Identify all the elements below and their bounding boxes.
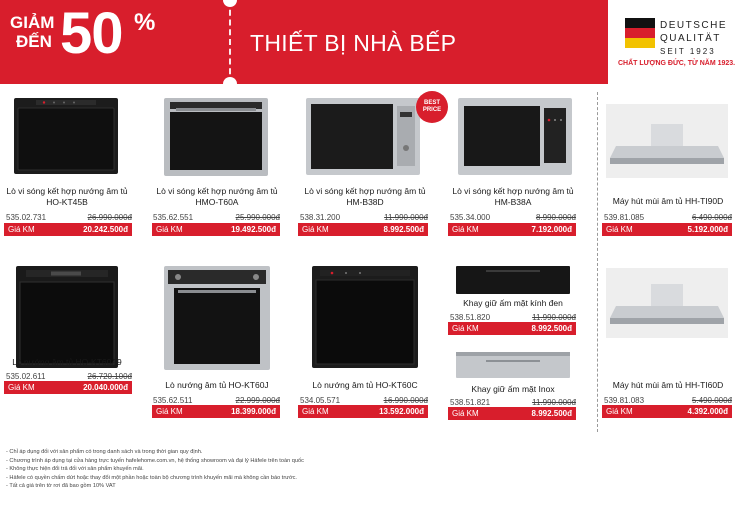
badge-line-1: BEST [423,100,440,106]
black-warming-drawer-icon [456,266,570,294]
promo-label: Giá KM [156,225,183,234]
old-price: 26.720.100đ [87,372,132,381]
promo-price-bar [602,405,732,418]
product-name: Lò vi sóng kết hợp nướng âm tủ HO-KT45B [6,186,128,207]
column-divider [597,92,598,432]
promo-price-bar [298,223,428,236]
badge-line-2: PRICE [422,107,442,113]
product-code: 535.02.731 [6,213,47,222]
product-name: Khay giữ ấm mặt kính đen [463,298,563,308]
product-name: Lò nướng âm tủ HO-KT60J [165,380,269,390]
steel-microwave-icon [306,98,420,175]
promo-label: Giá KM [302,407,329,416]
product-name: Lò nướng âm tủ HO-KT60C [312,380,418,390]
product-code: 535.62.511 [153,396,193,405]
steel-microwave-oven-icon [164,98,268,176]
steel-microwave-icon-2 [458,98,572,175]
promo-price: 20.040.000đ [83,383,128,392]
range-hood-icon [606,104,728,178]
promo-label: Giá KM [302,225,329,234]
promo-price: 18.399.000đ [231,407,276,416]
promo-price: 8.992.500đ [383,225,424,234]
old-price: 8.990.000đ [535,213,576,222]
promo-price: 5.192.000đ [687,225,728,234]
best-price-badge [416,91,448,123]
black-oven-icon [16,266,118,368]
product-name: Lò vi sóng kết hợp nướng âm tủ HM-B38A [452,186,574,207]
product-code: 539.81.085 [604,213,645,222]
ticket-perforation [229,0,231,84]
discount-value: 50 [60,1,123,66]
german-flag-icon [625,18,655,48]
promo-price: 13.592.000đ [379,407,424,416]
old-price: 16.990.000đ [383,396,428,405]
terms-line: - Chỉ áp dụng đối với sản phẩm có trong danh sách và trong thời gian quy định. [6,449,203,455]
promo-label: Giá KM [606,225,633,234]
product-name: Lò vi sóng kết hợp nướng âm tủ HM-B38D [304,186,426,207]
brand-tagline: CHẤT LƯỢNG ĐỨC, TỪ NĂM 1923. [618,60,736,67]
old-price: 11.990.000đ [384,213,428,222]
promo-price: 8.992.500đ [531,409,572,418]
old-price: 22.999.000đ [235,396,280,405]
terms-footer [6,448,606,491]
product-code: 538.31.200 [300,213,341,222]
product-name: Khay giữ ấm mặt Inox [471,384,555,394]
promo-label: Giá KM [452,409,479,418]
old-price: 26.990.000đ [87,213,132,222]
brand-line-1: DEUTSCHE [660,20,728,31]
promo-price-bar [152,405,280,418]
steel-warming-drawer-icon [456,352,570,378]
promo-price: 4.392.000đ [687,407,728,416]
promo-label: Giá KM [606,407,633,416]
range-hood-icon-2 [606,268,728,338]
terms-line: - Tất cả giá trên tờ rơi đã bao gồm 10% VAT [6,483,116,490]
steel-oven-icon [164,266,270,370]
black-oven-icon-2 [312,266,418,368]
promo-price-bar [4,223,132,236]
promo-price: 20.242.500đ [83,225,128,234]
promo-price-bar [152,223,280,236]
product-code: 535.02.611 [6,372,46,381]
promo-label: Giá KM [452,225,479,234]
promo-price-bar [448,322,576,335]
old-price: 11.990.000đ [532,313,576,322]
old-price: 25.990.000đ [235,213,280,222]
product-name: Lò nướng âm tủ HO-KT60A9 [12,357,122,367]
promo-price-bar [298,405,428,418]
brand-logo [608,0,750,84]
black-microwave-oven-icon [14,98,118,174]
ticket-notch-bottom [223,77,237,84]
old-price: 6.490.000đ [691,213,732,222]
product-name: Máy hút mùi âm tủ HH-TI90D [612,196,724,206]
product-code: 535.34.000 [450,213,491,222]
brand-line-3: SEIT 1923 [660,47,716,56]
product-name: Máy hút mùi âm tủ HH-TI60D [612,380,724,390]
product-name: Lò vi sóng kết hợp nướng âm tủ HMO-T60A [156,186,278,207]
terms-line: - Chương trình áp dụng tại cửa hàng trực tuyến hafelehome.com.vn, hệ thống showroom và đại lý Häfele trên toàn quốc [6,457,304,464]
promo-price: 19.492.500đ [231,225,276,234]
terms-line: - Häfele có quyền chấm dứt hoặc thay đổi một phần hoặc toàn bộ chương trình khuyến mãi mà không cần báo trước. [6,474,297,481]
promo-price: 8.992.500đ [531,324,572,333]
banner-title: THIẾT BỊ NHÀ BẾP [250,30,457,56]
promo-price-bar [602,223,732,236]
product-code: 538.51.820 [450,313,491,322]
terms-line: - Không thực hiện đổi trả đối với sản phẩm khuyến mãi. [6,466,144,473]
promo-label: Giá KM [8,225,35,234]
discount-unit: % [134,9,156,36]
promo-price-bar [448,407,576,420]
discount-word-2: ĐẾN [16,32,52,51]
promo-label: Giá KM [452,324,479,333]
old-price: 11.990.000đ [532,398,576,407]
product-code: 534.05.571 [300,396,341,405]
promo-label: Giá KM [8,383,35,392]
old-price: 5.490.000đ [691,396,732,405]
promo-price: 7.192.000đ [531,225,572,234]
promo-price-bar [4,381,132,394]
promo-price-bar [448,223,576,236]
product-code: 538.51.821 [450,398,491,407]
product-code: 535.62.551 [153,213,194,222]
promo-banner [0,0,608,84]
product-code: 539.81.083 [604,396,645,405]
promo-label: Giá KM [156,407,183,416]
brand-line-2: QUALITÄT [660,33,721,44]
discount-word-1: GIẢM [10,13,55,32]
